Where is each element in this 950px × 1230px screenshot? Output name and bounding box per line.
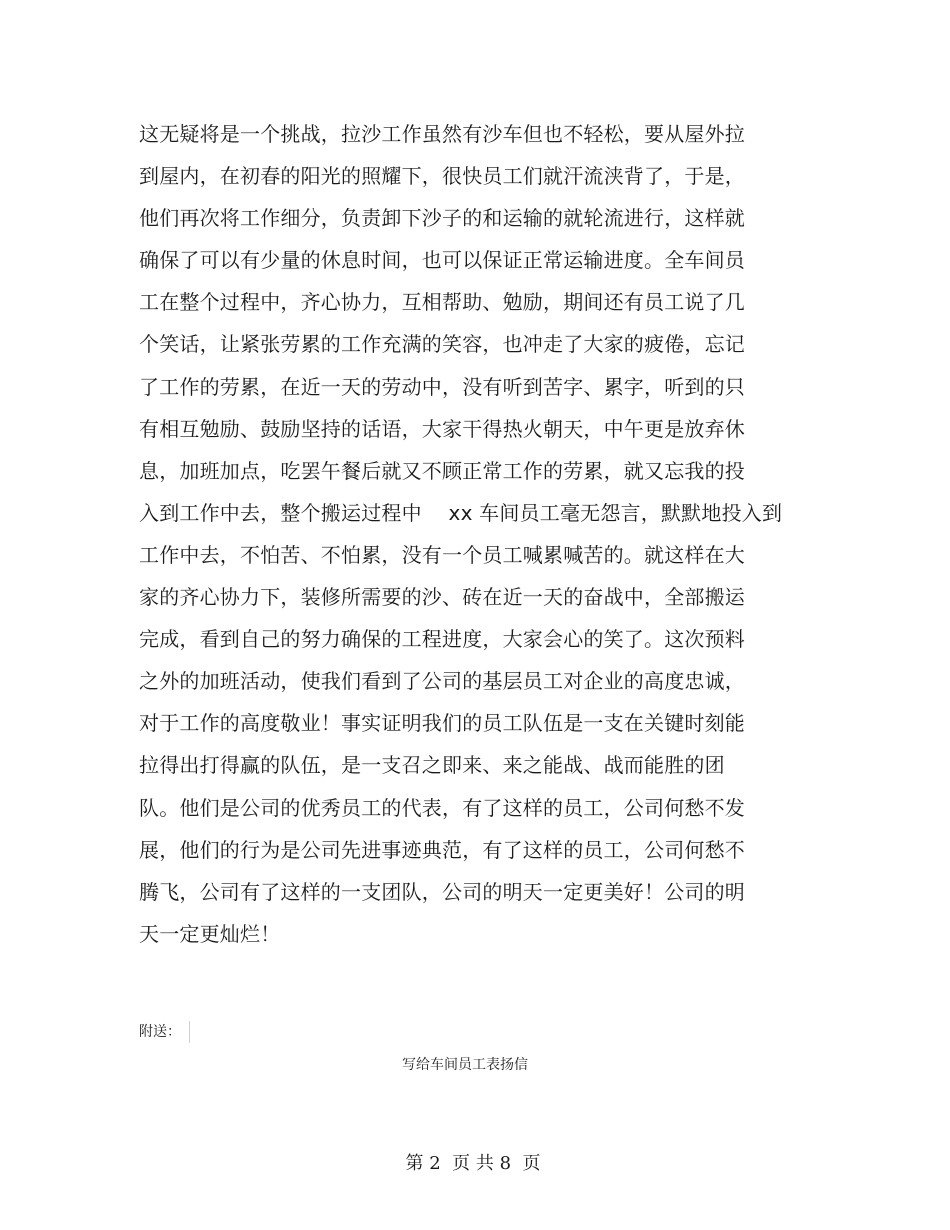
body-line: 工作中去，不怕苦、不怕累，没有一个员工喊累喊苦的。就这样在大 [139,542,745,567]
body-line: 确保了可以有少量的休息时间，也可以保证正常运输进度。全车间员 [139,248,745,273]
body-line: 他们再次将工作细分，负责卸下沙子的和运输的就轮流进行，这样就 [139,206,745,231]
body-text [139,113,799,955]
body-line: 对于工作的高度敬业！事实证明我们的员工队伍是一支在关键时刻能 [139,711,745,736]
body-line: 个笑话，让紧张劳累的工作充满的笑容，也冲走了大家的疲倦，忘记 [139,332,745,357]
body-line: 完成，看到自己的努力确保的工程进度，大家会心的笑了。这次预料 [139,627,745,652]
body-line: 之外的加班活动，使我们看到了公司的基层员工对企业的高度忠诚， [139,669,745,694]
body-line: 到屋内，在初春的阳光的照耀下，很快员工们就汗流浃背了，于是， [139,164,745,189]
next-document-title: 写给车间员工表扬信 [402,1057,528,1073]
body-line: 工在整个过程中，齐心协力，互相帮助、勉励，期间还有员工说了几 [139,290,745,315]
body-line: 这无疑将是一个挑战，拉沙工作虽然有沙车但也不轻松，要从屋外拉 [139,122,745,146]
body-line: 有相互勉励、鼓励坚持的话语，大家干得热火朝天，中午更是放弃休 [139,416,745,441]
body-line: 展，他们的行为是公司先进事迹典范，有了这样的员工，公司何愁不 [139,837,745,862]
appendix-label: 附送： [139,1024,181,1040]
body-line: 天一定更灿烂！ [139,921,281,946]
appendix-row [139,1021,190,1043]
body-line: 了工作的劳累，在近一天的劳动中，没有听到苦字、累字，听到的只 [139,374,745,399]
body-line: 队。他们是公司的优秀员工的代表，有了这样的员工，公司何愁不发 [139,795,745,820]
page-footer: 第 2 页 共 8 页 [405,1153,541,1174]
body-line: 拉得出打得赢的队伍，是一支召之即来、来之能战、战而能胜的团 [139,753,725,778]
body-line: 入到工作中去，整个搬运过程中 xx 车间员工毫无怨言，默默地投入到 [139,500,783,525]
body-line: 息，加班加点，吃罢午餐后就又不顾正常工作的劳累，就又忘我的投 [139,458,745,483]
body-line: 家的齐心协力下，装修所需要的沙、砖在近一天的奋战中，全部搬运 [139,585,745,610]
appendix-divider [189,1021,190,1043]
body-line: 腾飞，公司有了这样的一支团队，公司的明天一定更美好！公司的明 [139,879,745,904]
